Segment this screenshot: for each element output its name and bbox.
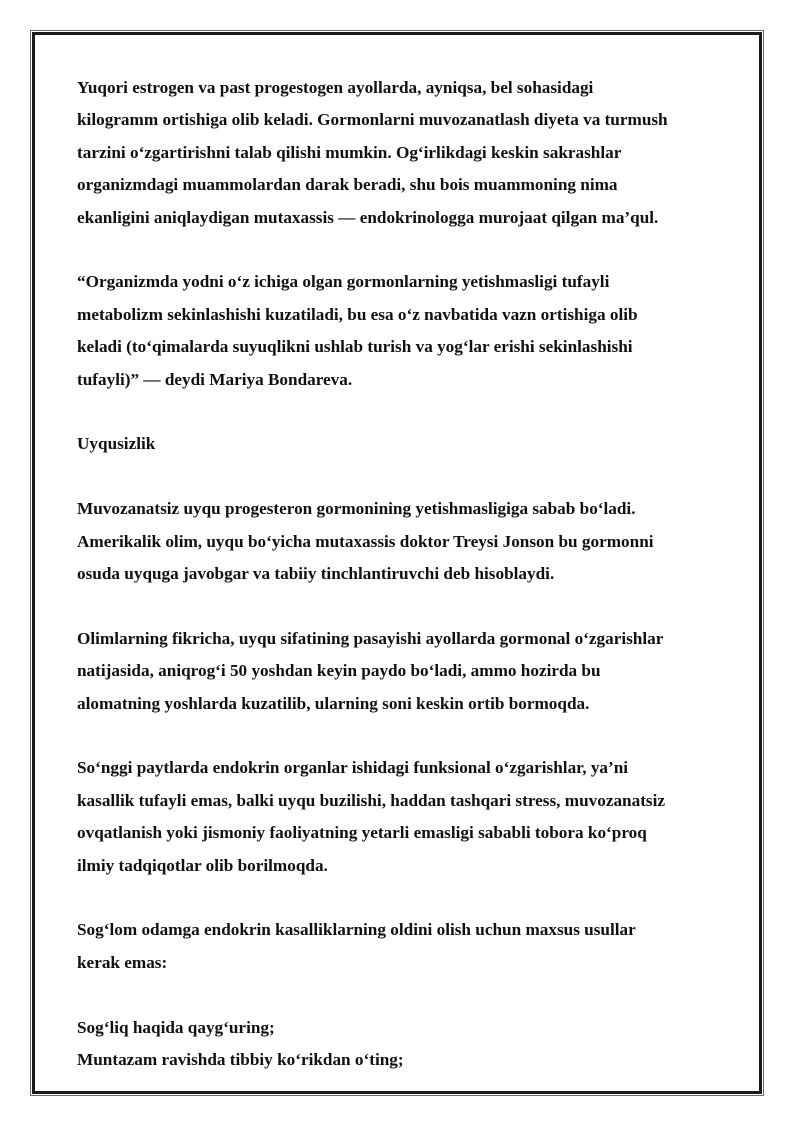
paragraph-estrogen: Yuqori estrogen va past progestogen ayollarda, ayniqsa, bel sohasidagi kilogramm ortishiga olib keladi. Gormonlarni muvozanatlash diyeta va turmush tarzini o‘zgartirishni talab qilishi mumkin. Og‘irlikdagi keskin sakrashlar organizmdagi muammolardan darak beradi, shu bois muammoning nima ekanligini aniqlaydigan mutaxassis — endokrinologga murojaat qilgan ma’qul.	[77, 78, 668, 227]
paragraph-quote-bondareva: “Organizmda yodni o‘z ichiga olgan gormonlarning yetishmasligi tufayli metabolizm sekinlashishi kuzatiladi, bu esa o‘z navbatida vazn ortishiga olib keladi (to‘qimalarda suyuqlikni ushlab turish va yog‘lar erishi sekinlashishi tufayli)” — deydi Mariya Bondareva.	[77, 272, 638, 389]
section-heading-insomnia: Uyqusizlik	[77, 434, 156, 454]
paragraph-endocrine-research: So‘nggi paytlarda endokrin organlar ishidagi funksional o‘zgarishlar, ya’ni kasallik tufayli emas, balki uyqu buzilishi, haddan tashqari stress, muvozanatsiz ovqatlanish yoki jismoniy faoliyatning yetarli emasligi sababli tobora ko‘proq ilmiy tadqiqotlar olib borilmoqda.	[77, 758, 666, 875]
list-item: Sog‘liq haqida qayg‘uring;	[77, 1017, 275, 1037]
document-body	[77, 72, 737, 1076]
paragraph-progesterone: Muvozanatsiz uyqu progesteron gormonining yetishmasligiga sabab bo‘ladi. Amerikalik olim, uyqu bo‘yicha mutaxassis doktor Treysi Jonson bu gormonni osuda uyquga javobgar va tabiiy tinchlantiruvchi deb hisoblaydi.	[77, 499, 654, 584]
paragraph-sleep-quality: Olimlarning fikricha, uyqu sifatining pasayishi ayollarda gormonal o‘zgarishlar natijasida, aniqrog‘i 50 yoshdan keyin paydo bo‘ladi, ammo hozirda bu alomatning yoshlarda kuzatilib, ularning soni keskin ortib bormoqda.	[77, 628, 664, 713]
paragraph-prevention-intro: Sog‘lom odamga endokrin kasalliklarning oldini olish uchun maxsus usullar kerak emas:	[77, 920, 636, 972]
list-item: Muntazam ravishda tibbiy ko‘rikdan o‘ting;	[77, 1050, 404, 1070]
